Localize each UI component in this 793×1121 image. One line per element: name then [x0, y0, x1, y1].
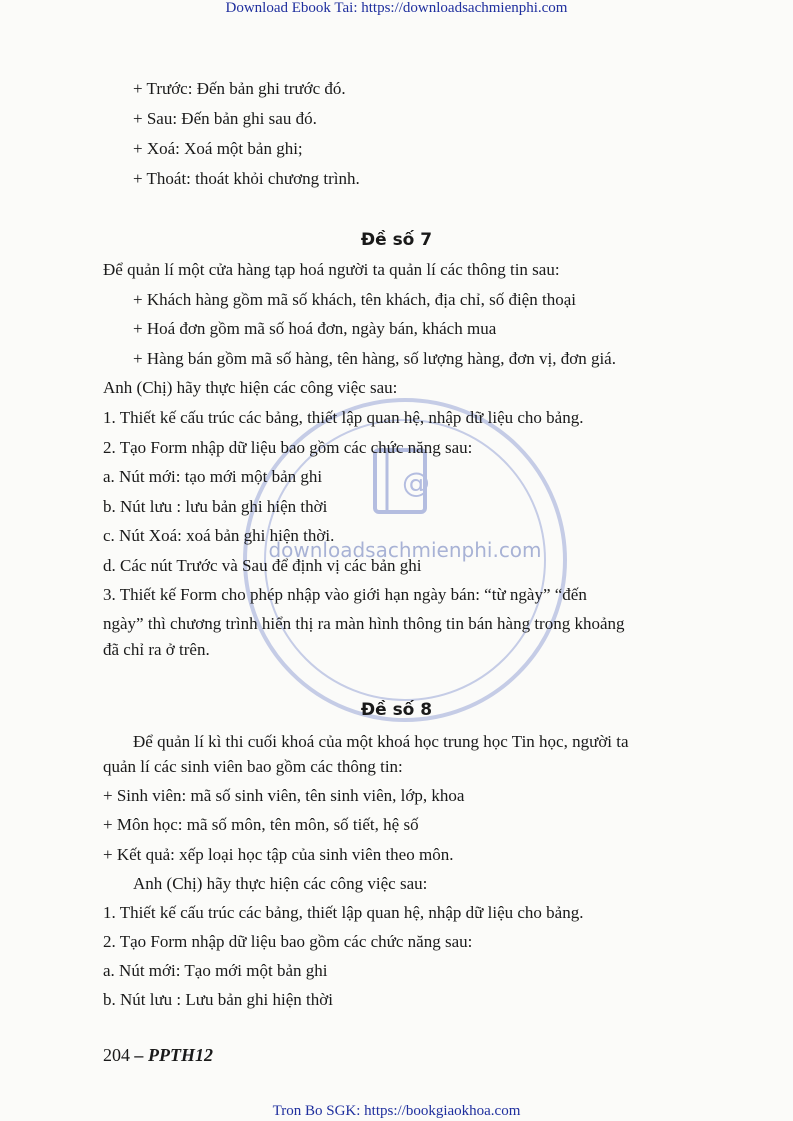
section-7-task: d. Các nút Trước và Sau để định vị các bản ghi [103, 556, 422, 575]
section-8-title: Đề số 8 [360, 700, 433, 720]
section-8-task: b. Nút lưu : Lưu bản ghi hiện thời [103, 990, 333, 1009]
book-at-icon [375, 450, 430, 512]
section-8-task: 2. Tạo Form nhập dữ liệu bao gồm các chức năng sau: [103, 932, 473, 951]
section-8-lead: quản lí các sinh viên bao gồm các thông tin: [103, 757, 403, 776]
section-7-ask: Anh (Chị) hãy thực hiện các công việc sau: [103, 378, 398, 397]
section-7-task: ngày” thì chương trình hiển thị ra màn hình thông tin bán hàng trong khoảng [103, 614, 625, 633]
section-7-item: + Hoá đơn gồm mã số hoá đơn, ngày bán, khách mua [133, 319, 497, 338]
section-8-ask: Anh (Chị) hãy thực hiện các công việc sau: [133, 874, 428, 893]
intro-item: + Thoát: thoát khỏi chương trình. [133, 169, 360, 188]
section-7-task: 2. Tạo Form nhập dữ liệu bao gồm các chức năng sau: [103, 438, 473, 457]
section-7-item: + Hàng bán gồm mã số hàng, tên hàng, số lượng hàng, đơn vị, đơn giá. [133, 349, 616, 368]
section-8-task: a. Nút mới: Tạo mới một bản ghi [103, 961, 328, 980]
svg-text:@: @ [402, 466, 430, 499]
section-8-item: + Sinh viên: mã số sinh viên, tên sinh viên, lớp, khoa [103, 786, 465, 805]
header-download-link[interactable]: Download Ebook Tai: https://downloadsachmienphi.com [225, 0, 568, 16]
watermark-text: downloadsachmienphi.com [268, 538, 542, 562]
section-8-task: 1. Thiết kế cấu trúc các bảng, thiết lập quan hệ, nhập dữ liệu cho bảng. [103, 903, 584, 922]
section-8-lead: Để quản lí kì thi cuối khoá của một khoá học trung học Tin học, người ta [133, 732, 629, 751]
section-8-item: + Môn học: mã số môn, tên môn, số tiết, hệ số [103, 815, 419, 834]
section-7-item: + Khách hàng gồm mã số khách, tên khách, địa chỉ, số điện thoại [133, 290, 576, 309]
page-number-label: – PPTH12 [134, 1045, 213, 1065]
page-number-value: 204 [103, 1045, 130, 1065]
section-7-task: 3. Thiết kế Form cho phép nhập vào giới hạn ngày bán: “từ ngày” “đến [103, 585, 587, 604]
section-7-title: Đề số 7 [360, 230, 433, 250]
section-7-task: 1. Thiết kế cấu trúc các bảng, thiết lập quan hệ, nhập dữ liệu cho bảng. [103, 408, 584, 427]
section-8-item: + Kết quả: xếp loại học tập của sinh viên theo môn. [103, 845, 454, 864]
footer-sgk-link[interactable]: Tron Bo SGK: https://bookgiaokhoa.com [272, 1103, 521, 1119]
section-7-task: b. Nút lưu : lưu bản ghi hiện thời [103, 497, 328, 516]
section-7-task: c. Nút Xoá: xoá bản ghi hiện thời. [103, 526, 335, 545]
section-7-task: đã chỉ ra ở trên. [103, 640, 210, 659]
section-7-lead: Để quản lí một cửa hàng tạp hoá người ta quản lí các thông tin sau: [103, 260, 560, 279]
intro-item: + Sau: Đến bản ghi sau đó. [133, 109, 317, 128]
page-number [103, 1045, 213, 1066]
intro-item: + Trước: Đến bản ghi trước đó. [133, 79, 346, 98]
intro-item: + Xoá: Xoá một bản ghi; [133, 139, 303, 158]
section-7-task: a. Nút mới: tạo mới một bản ghi [103, 467, 323, 486]
